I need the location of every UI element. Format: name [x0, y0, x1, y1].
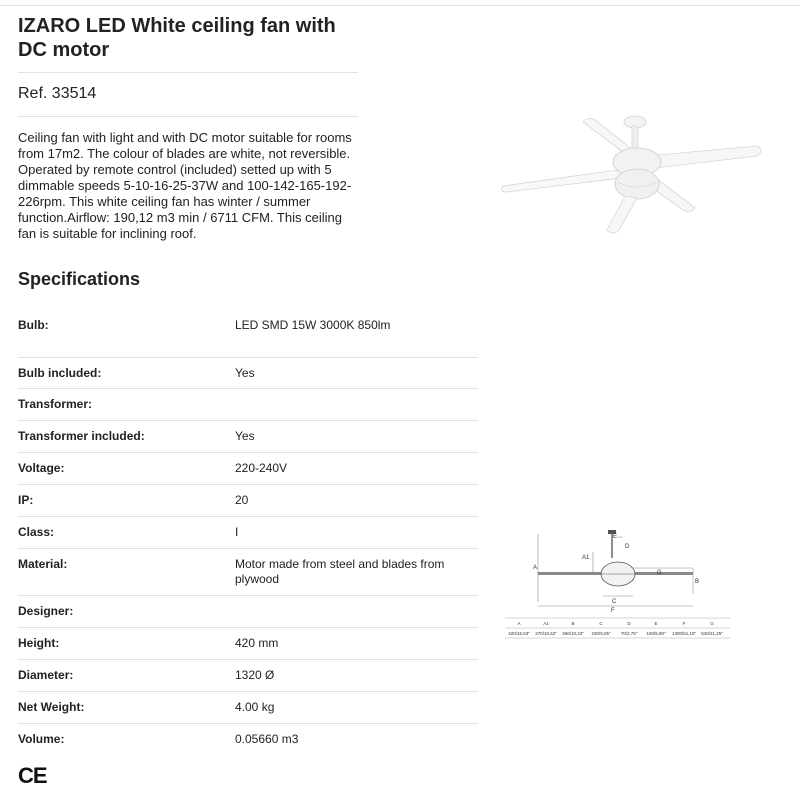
dim-label-a: A	[533, 565, 538, 571]
dim-header-b: B	[571, 621, 575, 626]
spec-row-net-weight	[18, 692, 478, 724]
spec-value: 1320 Ø	[235, 668, 275, 682]
dim-header-a1: A1	[543, 621, 549, 626]
dim-header-a: A	[517, 621, 521, 626]
ce-mark: CE	[18, 763, 47, 788]
dim-label-g: G	[657, 570, 662, 576]
dim-label-a1: A1	[582, 555, 590, 561]
dim-label-c: C	[612, 599, 617, 605]
spec-value: 20	[235, 493, 249, 507]
dim-value-g: 540/21,25"	[701, 631, 723, 636]
dim-value-d: 70/2,75"	[620, 631, 638, 636]
spec-label: Height:	[18, 636, 60, 650]
specifications-heading: Specifications	[18, 269, 141, 289]
dim-header-c: C	[599, 621, 603, 626]
spec-label: Material:	[18, 557, 68, 571]
dim-header-f: F	[682, 621, 686, 626]
product-photo	[495, 110, 785, 240]
spec-value: 220-240V	[235, 461, 288, 475]
spec-value: Motor made from steel and blades from plywood	[235, 557, 445, 586]
spec-value: Yes	[235, 366, 255, 380]
spec-row-transformer-included	[18, 421, 478, 453]
dim-label-d: D	[625, 544, 630, 550]
dim-value-f: 1300/51,18"	[671, 631, 697, 636]
dim-header-g: G	[710, 621, 714, 626]
spec-value: 4.00 kg	[235, 700, 275, 714]
spec-row-height	[18, 628, 478, 660]
product-reference: Ref. 33514	[18, 85, 97, 102]
spec-label: Class:	[18, 525, 55, 539]
spec-value: I	[235, 525, 239, 539]
spec-label: Designer:	[18, 604, 74, 618]
spec-row-bulb-included	[18, 358, 478, 389]
spec-row-transformer	[18, 389, 478, 421]
spec-row-volume	[18, 724, 478, 755]
spec-label: Transformer included:	[18, 429, 145, 443]
spec-value: Yes	[235, 429, 255, 443]
spec-label: IP:	[18, 493, 34, 507]
spec-label: Diameter:	[18, 668, 74, 682]
spec-label: Transformer:	[18, 397, 93, 411]
spec-label: Voltage:	[18, 461, 65, 475]
spec-row-bulb	[18, 310, 478, 358]
dim-value-c: 230/9,05"	[591, 631, 611, 636]
spec-row-material	[18, 549, 478, 596]
spec-label: Bulb:	[18, 318, 49, 332]
ref-divider	[18, 116, 358, 117]
dim-value-b: 260/10,23"	[562, 631, 584, 636]
spec-row-ip	[18, 485, 478, 517]
spec-row-voltage	[18, 453, 478, 485]
dim-label-f: F	[611, 608, 615, 614]
dim-header-e: E	[654, 621, 658, 626]
dimension-diagram	[505, 528, 735, 643]
dim-label-b: B	[695, 579, 700, 585]
dim-header-d: D	[627, 621, 631, 626]
spec-label: Net Weight:	[18, 700, 85, 714]
spec-value: 420 mm	[235, 636, 279, 650]
dim-value-a1: 270/10,62"	[535, 631, 557, 636]
product-description: Ceiling fan with light and with DC motor suitable for rooms from 17m2. The colour of blades are white, not reversible. Operated by remote control (included) setted up with 5 dimmable speeds 5-10-16-25-37W and 100-142-165-192-226rpm. This white ceiling fan has winter / summer function.Airflow: 190,12 m3 min / 6711 CFM. This ceiling fan is suitable for inclining roof.	[18, 130, 352, 241]
title-divider	[18, 72, 358, 73]
spec-row-class	[18, 517, 478, 549]
top-divider	[0, 5, 800, 6]
product-title: IZARO LED White ceiling fan with DC motor	[18, 15, 336, 61]
spec-row-designer	[18, 596, 478, 628]
dim-label-e: E	[613, 534, 618, 540]
spec-row-diameter	[18, 660, 478, 692]
spec-value: 0.05660 m3	[235, 732, 299, 746]
spec-label: Volume:	[18, 732, 65, 746]
dim-value-e: 150/5,90"	[646, 631, 666, 636]
dim-value-a: 420/16,53"	[508, 631, 530, 636]
spec-value: LED SMD 15W 3000K 850lm	[235, 318, 391, 332]
specifications-table	[18, 310, 478, 755]
spec-label: Bulb included:	[18, 366, 102, 380]
